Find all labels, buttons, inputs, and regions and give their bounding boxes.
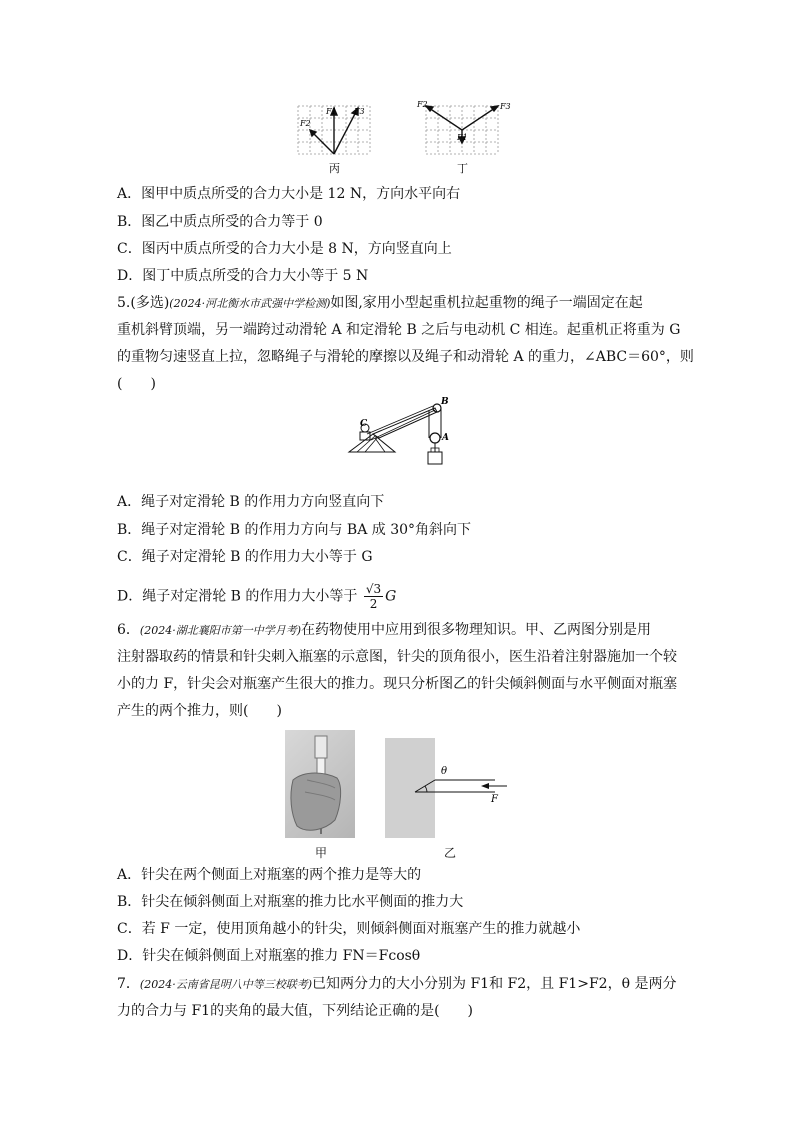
q5-option-d <box>117 582 396 611</box>
label-f1: F1 <box>326 107 337 116</box>
figure-caption: 丁 <box>457 162 468 175</box>
caption-jia: 甲 <box>314 846 327 860</box>
crane-figure <box>345 396 455 482</box>
q5-stem-line-3: 的重物匀速竖直上拉，忽略绳子与滑轮的摩擦以及绳子和动滑轮 A 的重力，∠ABC＝60°，则 <box>117 349 694 365</box>
q4-option-a: A．图甲中质点所受的合力大小是 12 N，方向水平向右 <box>117 186 461 202</box>
q4-option-c: C．图丙中质点所受的合力大小是 8 N，方向竖直向上 <box>117 241 452 257</box>
label-f3: F3 <box>500 102 511 111</box>
caption-yi: 乙 <box>443 846 456 860</box>
label-f2: F2 <box>300 119 311 128</box>
q5-stem-line-2: 重机斜臂顶端，另一端跨过动滑轮 A 和定滑轮 B 之后与电动机 C 相连。起重机正将重为 G <box>117 322 681 338</box>
fraction-denominator: 2 <box>369 597 378 611</box>
q7-source: (2024·云南省昆明八中等三校联考) <box>139 978 312 991</box>
figure-caption: 丙 <box>329 162 340 175</box>
label-c: C <box>360 419 368 429</box>
grid-force-diagram-ding <box>416 98 516 178</box>
hand-syringe-image <box>285 730 355 838</box>
q7-stem-line-2: 力的合力与 F1的夹角的最大值，下列结论正确的是( ) <box>117 1003 473 1019</box>
grid-force-diagram-bing <box>296 100 376 178</box>
q5-option-a: A．绳子对定滑轮 B 的作用力方向竖直向下 <box>117 494 385 510</box>
label-theta: θ <box>441 766 448 777</box>
q4-option-d: D．图丁中质点所受的合力大小等于 5 N <box>117 268 369 284</box>
label-f1: F1 <box>457 133 468 142</box>
label-b: B <box>441 397 449 407</box>
label-f: F <box>491 794 498 805</box>
q7-stem-line-1 <box>117 974 676 995</box>
q5-stem-line-1 <box>117 293 643 314</box>
label-f2: F2 <box>417 100 428 109</box>
figure-ding <box>416 98 516 178</box>
q6-source: (2024·湖北襄阳市第一中学月考) <box>139 624 301 637</box>
q5-option-b: B．绳子对定滑轮 B 的作用力方向与 BA 成 30°角斜向下 <box>117 522 472 538</box>
q5-option-c: C．绳子对定滑轮 B 的作用力大小等于 G <box>117 549 373 565</box>
needle-force-diagram <box>385 738 515 838</box>
q5-option-d-tail: G <box>385 588 397 605</box>
q5-source: (2024·河北衡水市武强中学检测) <box>169 297 331 310</box>
fraction-numerator: √3 <box>365 582 382 596</box>
q7-stem-text: 已知两分力的大小分别为 F1和 F2，且 F1>F2，θ 是两分 <box>312 976 677 992</box>
q6-option-a: A．针尖在两个侧面上对瓶塞的两个推力是等大的 <box>117 867 422 883</box>
q6-stem-line-4: 产生的两个推力，则( ) <box>117 703 282 719</box>
q6-option-c: C．若 F 一定，使用顶角越小的针尖，则倾斜侧面对瓶塞产生的推力就越小 <box>117 921 581 937</box>
q6-option-b: B．针尖在倾斜侧面上对瓶塞的推力比水平侧面的推力大 <box>117 894 464 910</box>
q5-number: 5.(多选) <box>117 295 170 311</box>
q6-stem-text: 在药物使用中应用到很多物理知识。甲、乙两图分别是用 <box>301 622 651 638</box>
q6-stem-line-1 <box>117 620 651 641</box>
q6-number: 6． <box>117 622 140 638</box>
syringe-photo <box>285 730 355 838</box>
needle-diagram <box>385 738 515 838</box>
crane-diagram <box>345 396 455 482</box>
label-f3: F3 <box>354 107 365 116</box>
label-a: A <box>442 433 449 443</box>
q5-option-d-text: D．绳子对定滑轮 B 的作用力大小等于 <box>117 588 358 605</box>
fraction-root3-over-2 <box>364 582 383 611</box>
q7-number: 7． <box>117 976 140 992</box>
figure-bing <box>296 100 376 178</box>
q6-stem-line-3: 小的力 F，针尖会对瓶塞产生很大的推力。现只分析图乙的针尖倾斜侧面与水平侧面对瓶塞 <box>117 676 678 692</box>
q4-option-b: B．图乙中质点所受的合力等于 0 <box>117 214 323 230</box>
q5-stem-line-4: ( ) <box>117 376 156 392</box>
q5-stem-text: 如图,家用小型起重机拉起重物的绳子一端固定在起 <box>330 295 643 311</box>
q6-option-d: D．针尖在倾斜侧面上对瓶塞的推力 FN＝Fcosθ <box>117 948 421 964</box>
q6-stem-line-2: 注射器取药的情景和针尖刺入瓶塞的示意图，针尖的顶角很小，医生沿着注射器施加一个较 <box>117 649 677 665</box>
